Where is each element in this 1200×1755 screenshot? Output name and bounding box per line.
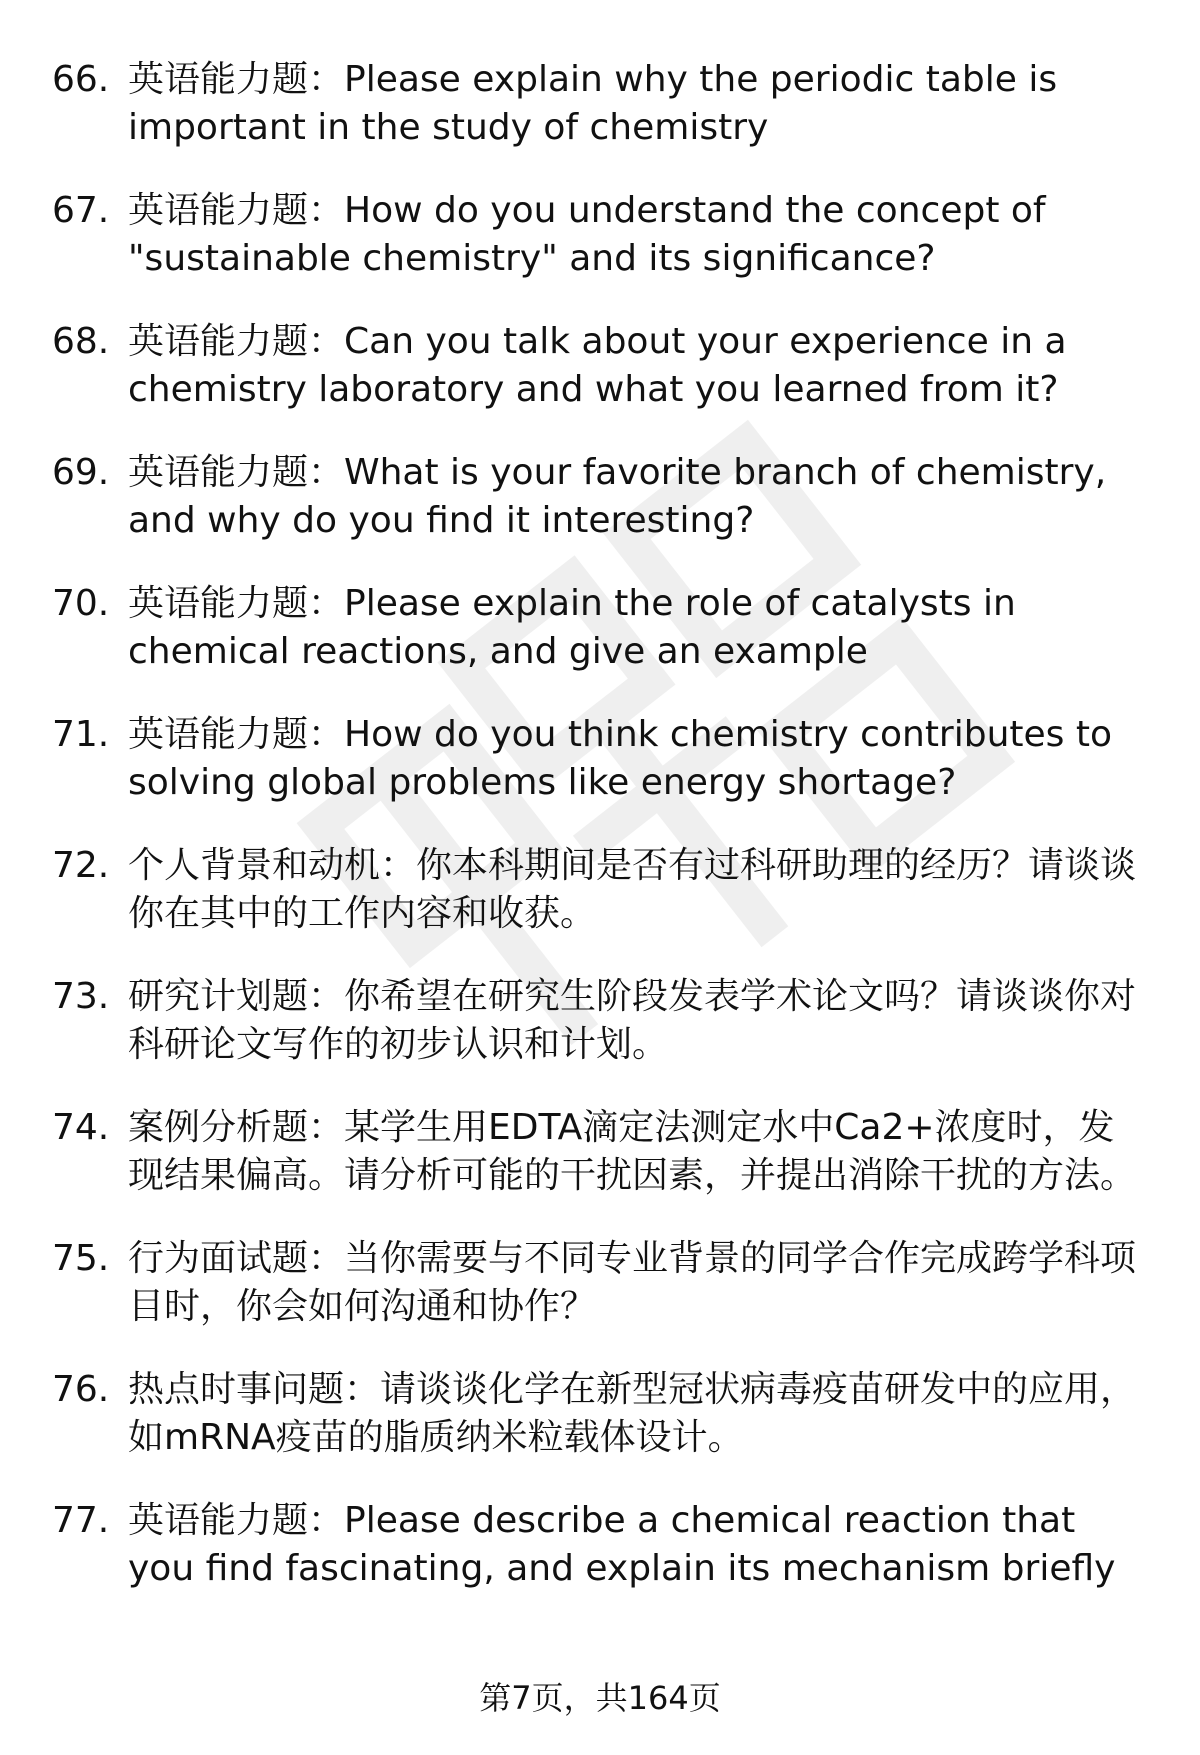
question-item xyxy=(0,318,1200,449)
question-text: 英语能力题：Please explain why the periodic table is important in the study of chemistry xyxy=(128,59,1058,148)
question-number: 76. xyxy=(52,1369,110,1410)
question-text: 研究计划题：你希望在研究生阶段发表学术论文吗？请谈谈你对科研论文写作的初步认识和计划。 xyxy=(128,976,1137,1065)
question-number: 71. xyxy=(52,714,110,755)
question-item xyxy=(0,187,1200,318)
question-item xyxy=(0,973,1200,1104)
page-indicator: 第7页，共164页 xyxy=(479,1679,721,1717)
question-text: 英语能力题：How do you think chemistry contributes to solving global problems like energy shortage? xyxy=(128,714,1113,803)
question-item xyxy=(0,449,1200,580)
question-text: 英语能力题：Please describe a chemical reaction that you find fascinating, and explain its mechanism briefly xyxy=(128,1500,1116,1589)
question-number: 72. xyxy=(52,845,110,886)
question-number: 70. xyxy=(52,583,110,624)
question-item xyxy=(0,711,1200,842)
question-list xyxy=(0,56,1200,1628)
question-item xyxy=(0,56,1200,187)
question-number: 66. xyxy=(52,59,110,100)
question-item xyxy=(0,580,1200,711)
question-number: 73. xyxy=(52,976,110,1017)
question-item xyxy=(0,1366,1200,1497)
question-text: 英语能力题：Can you talk about your experience in a chemistry laboratory and what you learned from it? xyxy=(128,321,1067,410)
question-text: 个人背景和动机：你本科期间是否有过科研助理的经历？请谈谈你在其中的工作内容和收获。 xyxy=(128,845,1137,934)
question-number: 69. xyxy=(52,452,110,493)
question-item xyxy=(0,1235,1200,1366)
question-text: 英语能力题：Please explain the role of catalysts in chemical reactions, and give an example xyxy=(128,583,1016,672)
question-text: 热点时事问题：请谈谈化学在新型冠状病毒疫苗研发中的应用，如mRNA疫苗的脂质纳米粒载体设计。 xyxy=(128,1369,1137,1458)
question-text: 案例分析题：某学生用EDTA滴定法测定水中Ca2+浓度时，发现结果偏高。请分析可能的干扰因素，并提出消除干扰的方法。 xyxy=(128,1107,1137,1196)
question-number: 68. xyxy=(52,321,110,362)
question-text: 行为面试题：当你需要与不同专业背景的同学合作完成跨学科项目时，你会如何沟通和协作？ xyxy=(128,1238,1137,1327)
question-number: 75. xyxy=(52,1238,110,1279)
question-item xyxy=(0,1497,1200,1628)
question-item xyxy=(0,1104,1200,1235)
question-number: 67. xyxy=(52,190,110,231)
question-text: 英语能力题：How do you understand the concept of "sustainable chemistry" and its significance? xyxy=(128,190,1046,279)
question-text: 英语能力题：What is your favorite branch of chemistry, and why do you find it interesting? xyxy=(128,452,1107,541)
question-item xyxy=(0,842,1200,973)
question-number: 77. xyxy=(52,1500,110,1541)
question-number: 74. xyxy=(52,1107,110,1148)
